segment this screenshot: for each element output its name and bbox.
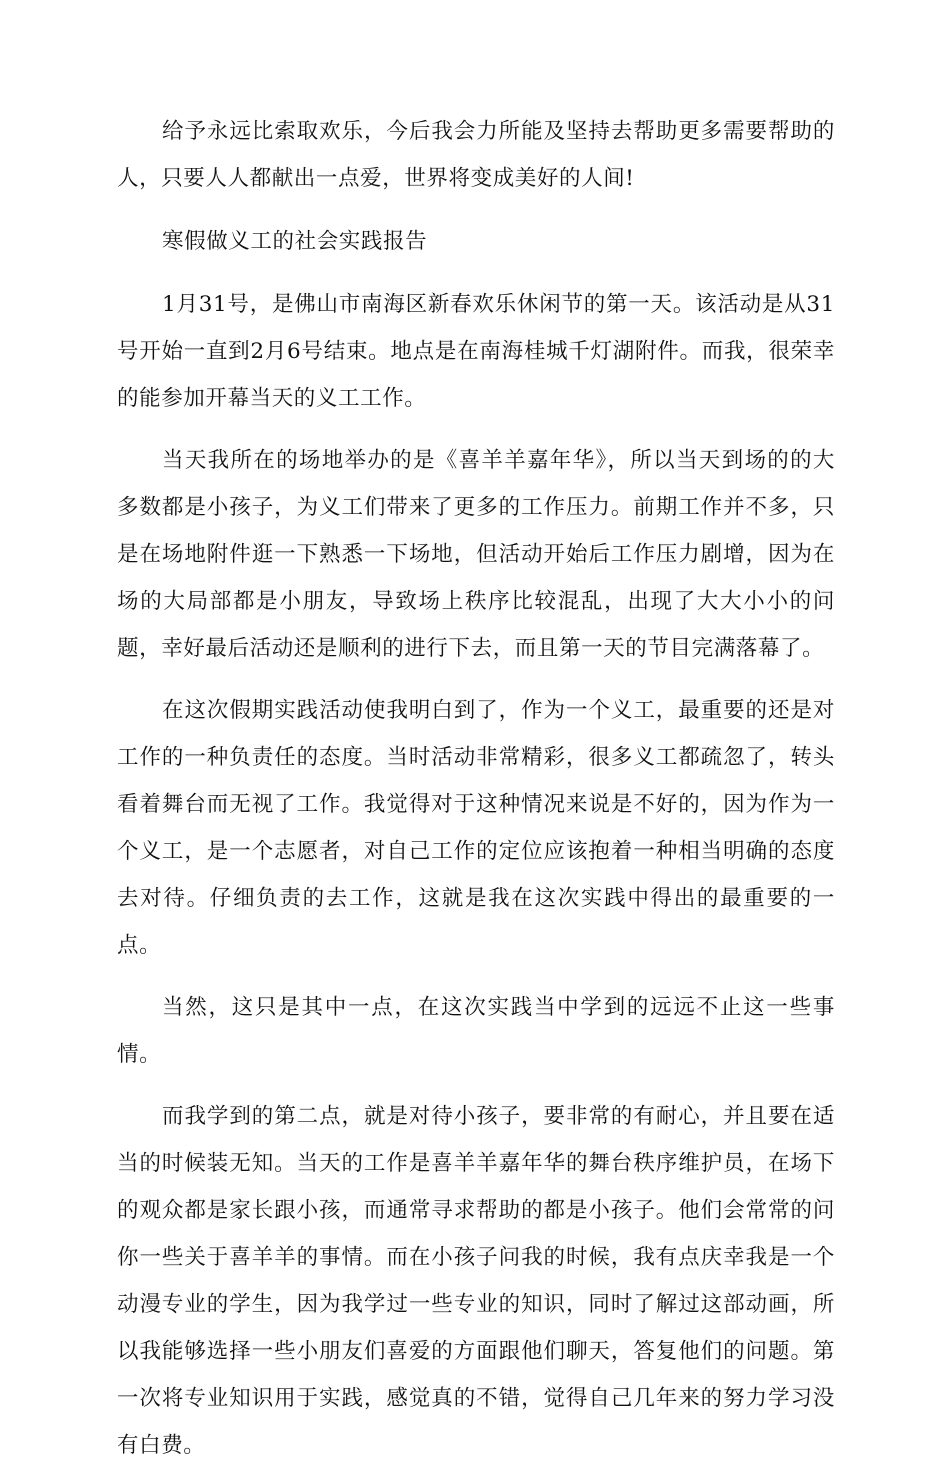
paragraph-second-lesson: 而我学到的第二点，就是对待小孩子，要非常的有耐心，并且要在适当的时候装无知。当天的工作是喜羊羊嘉年华的舞台秩序维护员，在场下的观众都是家长跟小孩，而通常寻求帮助的都是小孩子。他们会常常的问你一些关于喜羊羊的事情。而在小孩子问我的时候，我有点庆幸我是一个动漫专业的学生，因为我学过一些专业的知识，同时了解过这部动画，所以我能够选择一些小朋友们喜爱的方面跟他们聊天，答复他们的问题。第一次将专业知识用于实践，感觉真的不错，觉得自己几年来的努力学习没有白费。 [117,1104,835,1458]
paragraph-venue-description: 当天我所在的场地举办的是《喜羊羊嘉年华》，所以当天到场的的大多数都是小孩子，为义工们带来了更多的工作压力。前期工作并不多，只是在场地附件逛一下熟悉一下场地，但活动开始后工作压力剧增，因为在场的大局部都是小朋友，导致场上秩序比较混乱，出现了大大小小的问题，幸好最后活动还是顺利的进行下去，而且第一天的节目完满落幕了。 [117,448,835,661]
paragraph-closing-remark: 给予永远比索取欢乐，今后我会力所能及坚持去帮助更多需要帮助的人，只要人人都献出一点爱，世界将变成美好的人间! [117,119,835,191]
report-title: 寒假做义工的社会实践报告 [162,229,428,254]
paragraph-event-intro: 1月31号，是佛山市南海区新春欢乐休闲节的第一天。该活动是从31号开始一直到2月6号结束。地点是在南海桂城千灯湖附件。而我，很荣幸的能参加开幕当天的义工工作。 [117,292,835,411]
paragraph-transition: 当然，这只是其中一点，在这次实践当中学到的远远不止这一些事情。 [117,995,835,1067]
document-body [117,108,835,1484]
paragraph-responsibility: 在这次假期实践活动使我明白到了，作为一个义工，最重要的还是对工作的一种负责任的态度。当时活动非常精彩，很多义工都疏忽了，转头看着舞台而无视了工作。我觉得对于这种情况来说是不好的，因为作为一个义工，是一个志愿者，对自己工作的定位应该抱着一种相当明确的态度去对待。仔细负责的去工作，这就是我在这次实践中得出的最重要的一点。 [117,698,835,958]
